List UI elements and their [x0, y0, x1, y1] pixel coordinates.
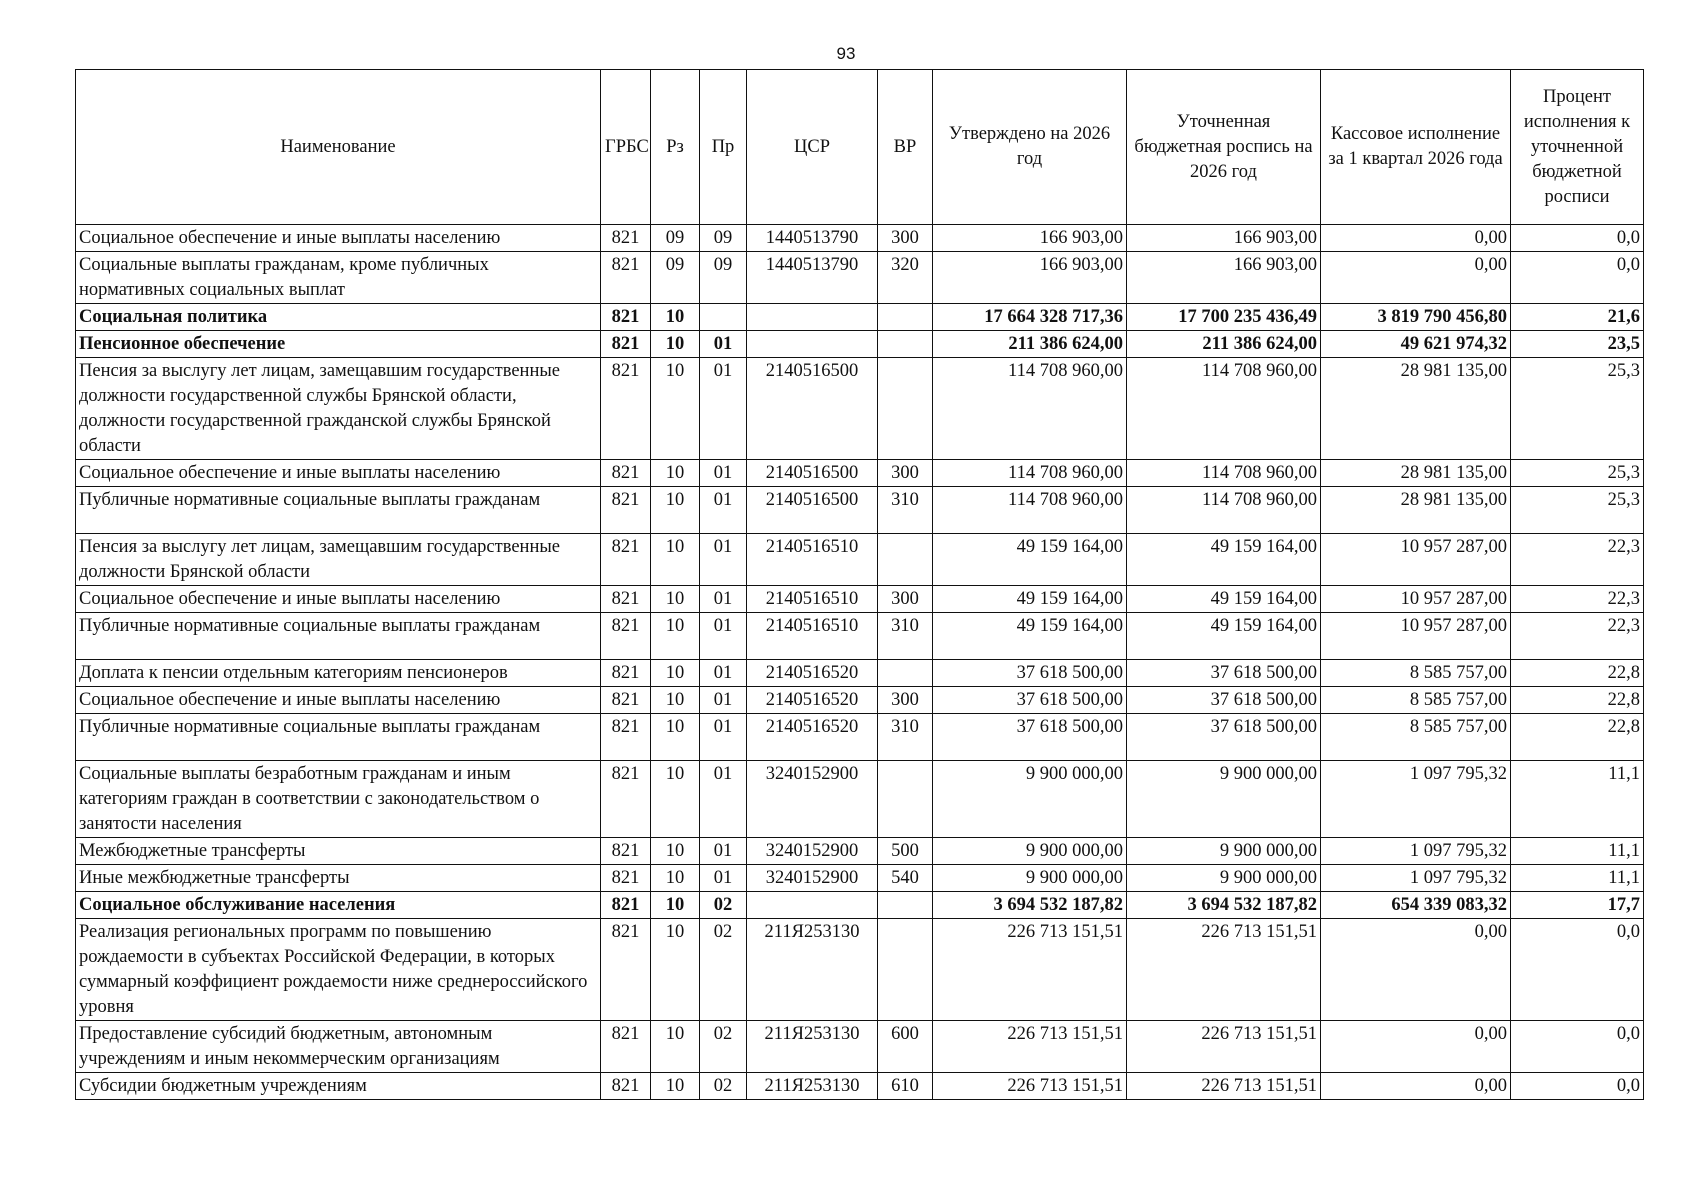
cell-vr — [878, 919, 933, 1021]
cell-cash: 1 097 795,32 — [1321, 865, 1511, 892]
cell-rz: 10 — [651, 892, 700, 919]
table-row — [76, 252, 1644, 304]
cell-percent: 0,0 — [1511, 1021, 1644, 1073]
cell-vr — [878, 358, 933, 460]
cell-name: Социальные выплаты безработным гражданам и иным категориям граждан в соответствии с законодательством о занятости населения — [76, 761, 601, 838]
cell-approved: 3 694 532 187,82 — [933, 892, 1127, 919]
col-header-pr: Пр — [700, 70, 747, 225]
cell-rz: 10 — [651, 761, 700, 838]
cell-csr: 211Я253130 — [747, 919, 878, 1021]
cell-refined: 49 159 164,00 — [1127, 613, 1321, 660]
cell-approved: 114 708 960,00 — [933, 358, 1127, 460]
cell-approved: 9 900 000,00 — [933, 838, 1127, 865]
cell-cash: 1 097 795,32 — [1321, 761, 1511, 838]
cell-percent: 22,8 — [1511, 660, 1644, 687]
cell-rz: 10 — [651, 865, 700, 892]
cell-rz: 10 — [651, 534, 700, 586]
cell-percent: 11,1 — [1511, 761, 1644, 838]
cell-rz: 10 — [651, 613, 700, 660]
table-row — [76, 660, 1644, 687]
cell-refined: 226 713 151,51 — [1127, 1073, 1321, 1100]
cell-refined: 226 713 151,51 — [1127, 919, 1321, 1021]
cell-vr: 300 — [878, 687, 933, 714]
col-header-rz: Рз — [651, 70, 700, 225]
table-row — [76, 761, 1644, 838]
cell-csr — [747, 331, 878, 358]
cell-csr: 3240152900 — [747, 838, 878, 865]
cell-percent: 22,3 — [1511, 613, 1644, 660]
col-header-grbs: ГРБС — [601, 70, 651, 225]
cell-percent: 25,3 — [1511, 487, 1644, 534]
cell-approved: 37 618 500,00 — [933, 660, 1127, 687]
cell-approved: 9 900 000,00 — [933, 761, 1127, 838]
cell-refined: 114 708 960,00 — [1127, 487, 1321, 534]
table-row — [76, 865, 1644, 892]
cell-cash: 10 957 287,00 — [1321, 613, 1511, 660]
cell-rz: 09 — [651, 252, 700, 304]
cell-pr: 01 — [700, 331, 747, 358]
table-row — [76, 838, 1644, 865]
cell-pr: 01 — [700, 687, 747, 714]
cell-pr: 02 — [700, 919, 747, 1021]
cell-rz: 10 — [651, 358, 700, 460]
cell-vr — [878, 304, 933, 331]
cell-vr: 300 — [878, 586, 933, 613]
cell-approved: 49 159 164,00 — [933, 613, 1127, 660]
cell-refined: 114 708 960,00 — [1127, 358, 1321, 460]
cell-percent: 22,8 — [1511, 714, 1644, 761]
cell-rz: 10 — [651, 660, 700, 687]
budget-table — [75, 69, 1644, 1100]
cell-refined: 226 713 151,51 — [1127, 1021, 1321, 1073]
cell-approved: 37 618 500,00 — [933, 687, 1127, 714]
cell-approved: 49 159 164,00 — [933, 534, 1127, 586]
cell-pr: 02 — [700, 892, 747, 919]
col-header-vr: ВР — [878, 70, 933, 225]
cell-name: Социальное обслуживание населения — [76, 892, 601, 919]
col-header-cash: Кассовое исполнение за 1 квартал 2026 года — [1321, 70, 1511, 225]
cell-name: Пенсия за выслугу лет лицам, замещавшим государственные должности Брянской области — [76, 534, 601, 586]
cell-csr: 1440513790 — [747, 225, 878, 252]
cell-refined: 9 900 000,00 — [1127, 865, 1321, 892]
cell-csr: 211Я253130 — [747, 1021, 878, 1073]
cell-cash: 28 981 135,00 — [1321, 358, 1511, 460]
cell-rz: 10 — [651, 331, 700, 358]
cell-cash: 0,00 — [1321, 919, 1511, 1021]
cell-cash: 0,00 — [1321, 252, 1511, 304]
cell-csr: 2140516510 — [747, 534, 878, 586]
cell-refined: 114 708 960,00 — [1127, 460, 1321, 487]
cell-vr: 300 — [878, 225, 933, 252]
cell-percent: 0,0 — [1511, 252, 1644, 304]
cell-refined: 9 900 000,00 — [1127, 838, 1321, 865]
cell-pr: 09 — [700, 225, 747, 252]
cell-cash: 1 097 795,32 — [1321, 838, 1511, 865]
cell-rz: 10 — [651, 687, 700, 714]
cell-vr: 540 — [878, 865, 933, 892]
cell-cash: 3 819 790 456,80 — [1321, 304, 1511, 331]
table-row — [76, 487, 1644, 534]
cell-grbs: 821 — [601, 252, 651, 304]
cell-percent: 0,0 — [1511, 1073, 1644, 1100]
col-header-percent: Процент исполнения к уточненной бюджетной росписи — [1511, 70, 1644, 225]
cell-refined: 37 618 500,00 — [1127, 660, 1321, 687]
cell-percent: 22,3 — [1511, 534, 1644, 586]
cell-pr: 01 — [700, 613, 747, 660]
cell-pr: 01 — [700, 586, 747, 613]
cell-rz: 09 — [651, 225, 700, 252]
table-row — [76, 225, 1644, 252]
cell-grbs: 821 — [601, 304, 651, 331]
cell-approved: 226 713 151,51 — [933, 1021, 1127, 1073]
cell-approved: 114 708 960,00 — [933, 460, 1127, 487]
cell-rz: 10 — [651, 586, 700, 613]
cell-refined: 49 159 164,00 — [1127, 586, 1321, 613]
cell-percent: 22,3 — [1511, 586, 1644, 613]
cell-csr: 211Я253130 — [747, 1073, 878, 1100]
cell-name: Публичные нормативные социальные выплаты гражданам — [76, 487, 601, 534]
cell-rz: 10 — [651, 1073, 700, 1100]
cell-name: Публичные нормативные социальные выплаты гражданам — [76, 714, 601, 761]
cell-csr: 2140516510 — [747, 586, 878, 613]
cell-percent: 25,3 — [1511, 358, 1644, 460]
cell-pr — [700, 304, 747, 331]
cell-approved: 9 900 000,00 — [933, 865, 1127, 892]
cell-csr: 1440513790 — [747, 252, 878, 304]
table-row — [76, 460, 1644, 487]
cell-refined: 166 903,00 — [1127, 225, 1321, 252]
cell-approved: 37 618 500,00 — [933, 714, 1127, 761]
cell-name: Социальное обеспечение и иные выплаты населению — [76, 225, 601, 252]
cell-name: Субсидии бюджетным учреждениям — [76, 1073, 601, 1100]
cell-rz: 10 — [651, 838, 700, 865]
cell-grbs: 821 — [601, 919, 651, 1021]
table-row — [76, 687, 1644, 714]
cell-grbs: 821 — [601, 586, 651, 613]
cell-pr: 01 — [700, 358, 747, 460]
cell-name: Публичные нормативные социальные выплаты гражданам — [76, 613, 601, 660]
cell-cash: 8 585 757,00 — [1321, 660, 1511, 687]
cell-refined: 17 700 235 436,49 — [1127, 304, 1321, 331]
cell-approved: 49 159 164,00 — [933, 586, 1127, 613]
cell-approved: 166 903,00 — [933, 252, 1127, 304]
cell-pr: 01 — [700, 534, 747, 586]
cell-csr — [747, 304, 878, 331]
cell-cash: 10 957 287,00 — [1321, 534, 1511, 586]
cell-name: Межбюджетные трансферты — [76, 838, 601, 865]
cell-cash: 8 585 757,00 — [1321, 714, 1511, 761]
cell-approved: 166 903,00 — [933, 225, 1127, 252]
cell-vr: 310 — [878, 714, 933, 761]
cell-grbs: 821 — [601, 838, 651, 865]
cell-cash: 49 621 974,32 — [1321, 331, 1511, 358]
cell-rz: 10 — [651, 714, 700, 761]
cell-cash: 8 585 757,00 — [1321, 687, 1511, 714]
cell-pr: 01 — [700, 838, 747, 865]
cell-name: Социальная политика — [76, 304, 601, 331]
cell-csr: 2140516500 — [747, 358, 878, 460]
cell-csr: 2140516520 — [747, 660, 878, 687]
cell-approved: 114 708 960,00 — [933, 487, 1127, 534]
cell-pr: 01 — [700, 761, 747, 838]
cell-cash: 10 957 287,00 — [1321, 586, 1511, 613]
cell-grbs: 821 — [601, 1021, 651, 1073]
cell-name: Пенсия за выслугу лет лицам, замещавшим государственные должности государственной службы Брянской области, должности государственной гражданской службы Брянской области — [76, 358, 601, 460]
table-row — [76, 919, 1644, 1021]
cell-grbs: 821 — [601, 487, 651, 534]
cell-csr: 3240152900 — [747, 761, 878, 838]
cell-approved: 226 713 151,51 — [933, 919, 1127, 1021]
cell-csr: 2140516500 — [747, 487, 878, 534]
cell-cash: 0,00 — [1321, 1021, 1511, 1073]
cell-csr: 2140516500 — [747, 460, 878, 487]
cell-pr: 01 — [700, 460, 747, 487]
cell-name: Социальные выплаты гражданам, кроме публичных нормативных социальных выплат — [76, 252, 601, 304]
col-header-csr: ЦСР — [747, 70, 878, 225]
cell-grbs: 821 — [601, 687, 651, 714]
cell-grbs: 821 — [601, 660, 651, 687]
cell-approved: 211 386 624,00 — [933, 331, 1127, 358]
cell-csr: 2140516520 — [747, 714, 878, 761]
cell-vr — [878, 761, 933, 838]
table-row — [76, 613, 1644, 660]
cell-grbs: 821 — [601, 534, 651, 586]
col-header-refined: Уточненная бюджетная роспись на 2026 год — [1127, 70, 1321, 225]
cell-refined: 9 900 000,00 — [1127, 761, 1321, 838]
cell-rz: 10 — [651, 487, 700, 534]
col-header-name: Наименование — [76, 70, 601, 225]
table-row — [76, 892, 1644, 919]
cell-grbs: 821 — [601, 613, 651, 660]
cell-approved: 226 713 151,51 — [933, 1073, 1127, 1100]
cell-cash: 28 981 135,00 — [1321, 487, 1511, 534]
cell-refined: 49 159 164,00 — [1127, 534, 1321, 586]
cell-vr — [878, 331, 933, 358]
cell-grbs: 821 — [601, 331, 651, 358]
cell-grbs: 821 — [601, 892, 651, 919]
cell-pr: 09 — [700, 252, 747, 304]
cell-vr — [878, 660, 933, 687]
cell-rz: 10 — [651, 304, 700, 331]
cell-refined: 211 386 624,00 — [1127, 331, 1321, 358]
cell-refined: 3 694 532 187,82 — [1127, 892, 1321, 919]
cell-pr: 02 — [700, 1021, 747, 1073]
table-row — [76, 714, 1644, 761]
cell-grbs: 821 — [601, 225, 651, 252]
table-body — [76, 225, 1644, 1100]
table-row — [76, 534, 1644, 586]
cell-cash: 0,00 — [1321, 225, 1511, 252]
cell-vr: 600 — [878, 1021, 933, 1073]
cell-cash: 0,00 — [1321, 1073, 1511, 1100]
cell-grbs: 821 — [601, 1073, 651, 1100]
col-header-approved: Утверждено на 2026 год — [933, 70, 1127, 225]
cell-refined: 37 618 500,00 — [1127, 714, 1321, 761]
cell-name: Предоставление субсидий бюджетным, автономным учреждениям и иным некоммерческим организациям — [76, 1021, 601, 1073]
cell-pr: 01 — [700, 487, 747, 534]
cell-cash: 654 339 083,32 — [1321, 892, 1511, 919]
cell-name: Социальное обеспечение и иные выплаты населению — [76, 687, 601, 714]
cell-percent: 25,3 — [1511, 460, 1644, 487]
cell-pr: 02 — [700, 1073, 747, 1100]
cell-vr: 310 — [878, 487, 933, 534]
cell-grbs: 821 — [601, 358, 651, 460]
cell-percent: 0,0 — [1511, 919, 1644, 1021]
cell-rz: 10 — [651, 1021, 700, 1073]
cell-percent: 22,8 — [1511, 687, 1644, 714]
cell-vr: 500 — [878, 838, 933, 865]
cell-percent: 0,0 — [1511, 225, 1644, 252]
table-row — [76, 1021, 1644, 1073]
cell-name: Реализация региональных программ по повышению рождаемости в субъектах Российской Федерации, в которых суммарный коэффициент рождаемости ниже среднероссийского уровня — [76, 919, 601, 1021]
table-row — [76, 586, 1644, 613]
cell-percent: 11,1 — [1511, 838, 1644, 865]
cell-name: Доплата к пенсии отдельным категориям пенсионеров — [76, 660, 601, 687]
table-row — [76, 358, 1644, 460]
cell-cash: 28 981 135,00 — [1321, 460, 1511, 487]
cell-percent: 17,7 — [1511, 892, 1644, 919]
cell-vr: 320 — [878, 252, 933, 304]
cell-vr: 300 — [878, 460, 933, 487]
cell-csr: 2140516510 — [747, 613, 878, 660]
table-row — [76, 331, 1644, 358]
cell-percent: 23,5 — [1511, 331, 1644, 358]
cell-rz: 10 — [651, 919, 700, 1021]
cell-pr: 01 — [700, 714, 747, 761]
cell-percent: 21,6 — [1511, 304, 1644, 331]
cell-pr: 01 — [700, 660, 747, 687]
page-number: 93 — [836, 44, 856, 63]
cell-vr: 610 — [878, 1073, 933, 1100]
cell-rz: 10 — [651, 460, 700, 487]
cell-vr: 310 — [878, 613, 933, 660]
cell-csr: 2140516520 — [747, 687, 878, 714]
table-row — [76, 304, 1644, 331]
cell-name: Пенсионное обеспечение — [76, 331, 601, 358]
cell-csr — [747, 892, 878, 919]
cell-name: Социальное обеспечение и иные выплаты населению — [76, 460, 601, 487]
cell-grbs: 821 — [601, 714, 651, 761]
cell-vr — [878, 892, 933, 919]
table-row — [76, 1073, 1644, 1100]
cell-refined: 166 903,00 — [1127, 252, 1321, 304]
cell-refined: 37 618 500,00 — [1127, 687, 1321, 714]
cell-name: Иные межбюджетные трансферты — [76, 865, 601, 892]
cell-vr — [878, 534, 933, 586]
cell-csr: 3240152900 — [747, 865, 878, 892]
cell-name: Социальное обеспечение и иные выплаты населению — [76, 586, 601, 613]
header-row — [76, 70, 1644, 225]
cell-pr: 01 — [700, 865, 747, 892]
cell-grbs: 821 — [601, 460, 651, 487]
cell-grbs: 821 — [601, 865, 651, 892]
cell-approved: 17 664 328 717,36 — [933, 304, 1127, 331]
cell-grbs: 821 — [601, 761, 651, 838]
cell-percent: 11,1 — [1511, 865, 1644, 892]
